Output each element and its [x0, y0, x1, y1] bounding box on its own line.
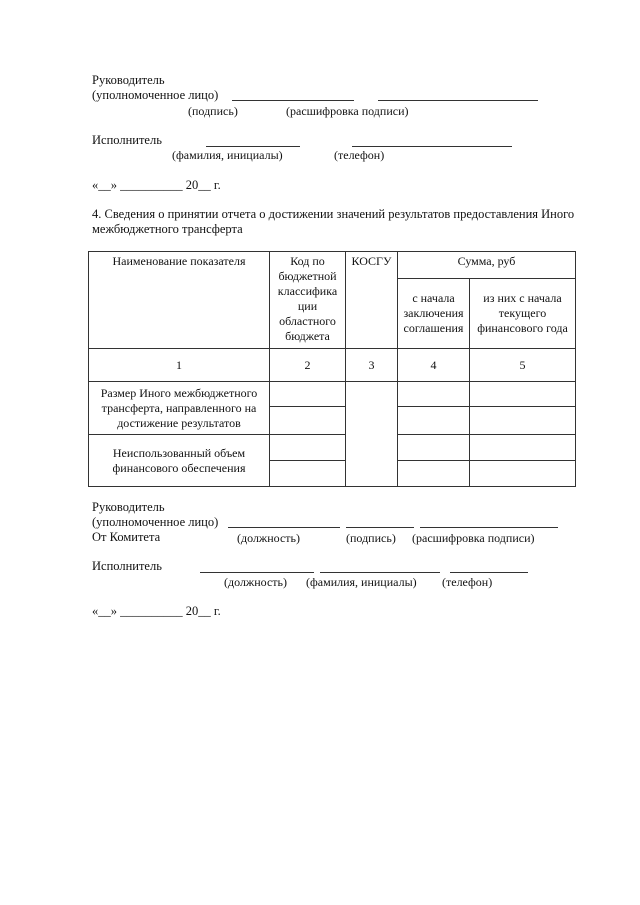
phone-caption: (телефон) — [334, 148, 385, 162]
table-cell[interactable] — [470, 382, 576, 407]
committee-label: От Комитета — [92, 530, 161, 544]
header-sum: Сумма, руб — [398, 252, 576, 279]
executor-name-line-2[interactable] — [320, 572, 440, 573]
position-line[interactable] — [228, 527, 340, 528]
table-cell[interactable] — [270, 407, 346, 435]
column-number: 4 — [398, 349, 470, 382]
table-cell[interactable] — [398, 382, 470, 407]
table-cell[interactable] — [270, 435, 346, 461]
column-number: 2 — [270, 349, 346, 382]
header-kosgu: КОСГУ — [346, 252, 398, 349]
header-since-agreement: с начала заключения соглашения — [398, 279, 470, 349]
date-line: «__» __________ 20__ г. — [92, 178, 221, 192]
signature-caption-2: (подпись) — [346, 531, 396, 545]
signature-decoding-line[interactable] — [378, 100, 538, 101]
head-label-2: Руководитель — [92, 500, 165, 514]
signature-line-2[interactable] — [346, 527, 414, 528]
signature-decoding-caption-2: (расшифровка подписи) — [412, 531, 535, 545]
header-indicator: Наименование показателя — [89, 252, 270, 349]
row-label-unused-amount: Неиспользованный объем финансового обеспечения — [89, 435, 270, 487]
executor-label-2: Исполнитель — [92, 559, 162, 573]
column-number: 5 — [470, 349, 576, 382]
header-current-year: из них с начала текущего финансового года — [470, 279, 576, 349]
head-label: Руководитель — [92, 73, 165, 87]
table-cell-kosgu[interactable] — [346, 382, 398, 487]
date-line-2: «__» __________ 20__ г. — [92, 604, 221, 618]
table-cell[interactable] — [398, 407, 470, 435]
phone-caption-2: (телефон) — [442, 575, 493, 589]
position-caption-2: (должность) — [224, 575, 287, 589]
signature-caption: (подпись) — [188, 104, 238, 118]
executor-name-line[interactable] — [206, 146, 300, 147]
name-initials-caption: (фамилия, инициалы) — [172, 148, 283, 162]
table-cell[interactable] — [470, 407, 576, 435]
table-cell[interactable] — [398, 461, 470, 487]
report-table — [88, 251, 576, 487]
signature-decoding-line-2[interactable] — [420, 527, 558, 528]
table-cell[interactable] — [270, 461, 346, 487]
section-heading-line2: межбюджетного трансферта — [92, 222, 243, 236]
column-number: 1 — [89, 349, 270, 382]
authorized-person-label: (уполномоченное лицо) — [92, 88, 219, 102]
name-initials-caption-2: (фамилия, инициалы) — [306, 575, 417, 589]
row-label-transfer-amount: Размер Иного межбюджетного трансферта, направленного на достижение результатов — [89, 382, 270, 435]
header-budget-code: Код по бюджетной классифика ции областного бюджета — [270, 252, 346, 349]
table-cell[interactable] — [470, 461, 576, 487]
signature-decoding-caption: (расшифровка подписи) — [286, 104, 409, 118]
executor-phone-line[interactable] — [352, 146, 512, 147]
executor-label: Исполнитель — [92, 133, 162, 147]
table-cell[interactable] — [398, 435, 470, 461]
executor-phone-line-2[interactable] — [450, 572, 528, 573]
column-number: 3 — [346, 349, 398, 382]
signature-line[interactable] — [232, 100, 354, 101]
section-heading-line1: 4. Сведения о принятии отчета о достижении значений результатов предоставления Иного — [92, 207, 575, 221]
authorized-person-label-2: (уполномоченное лицо) — [92, 515, 219, 529]
position-caption: (должность) — [237, 531, 300, 545]
table-cell[interactable] — [270, 382, 346, 407]
table-cell[interactable] — [470, 435, 576, 461]
executor-position-line[interactable] — [200, 572, 314, 573]
